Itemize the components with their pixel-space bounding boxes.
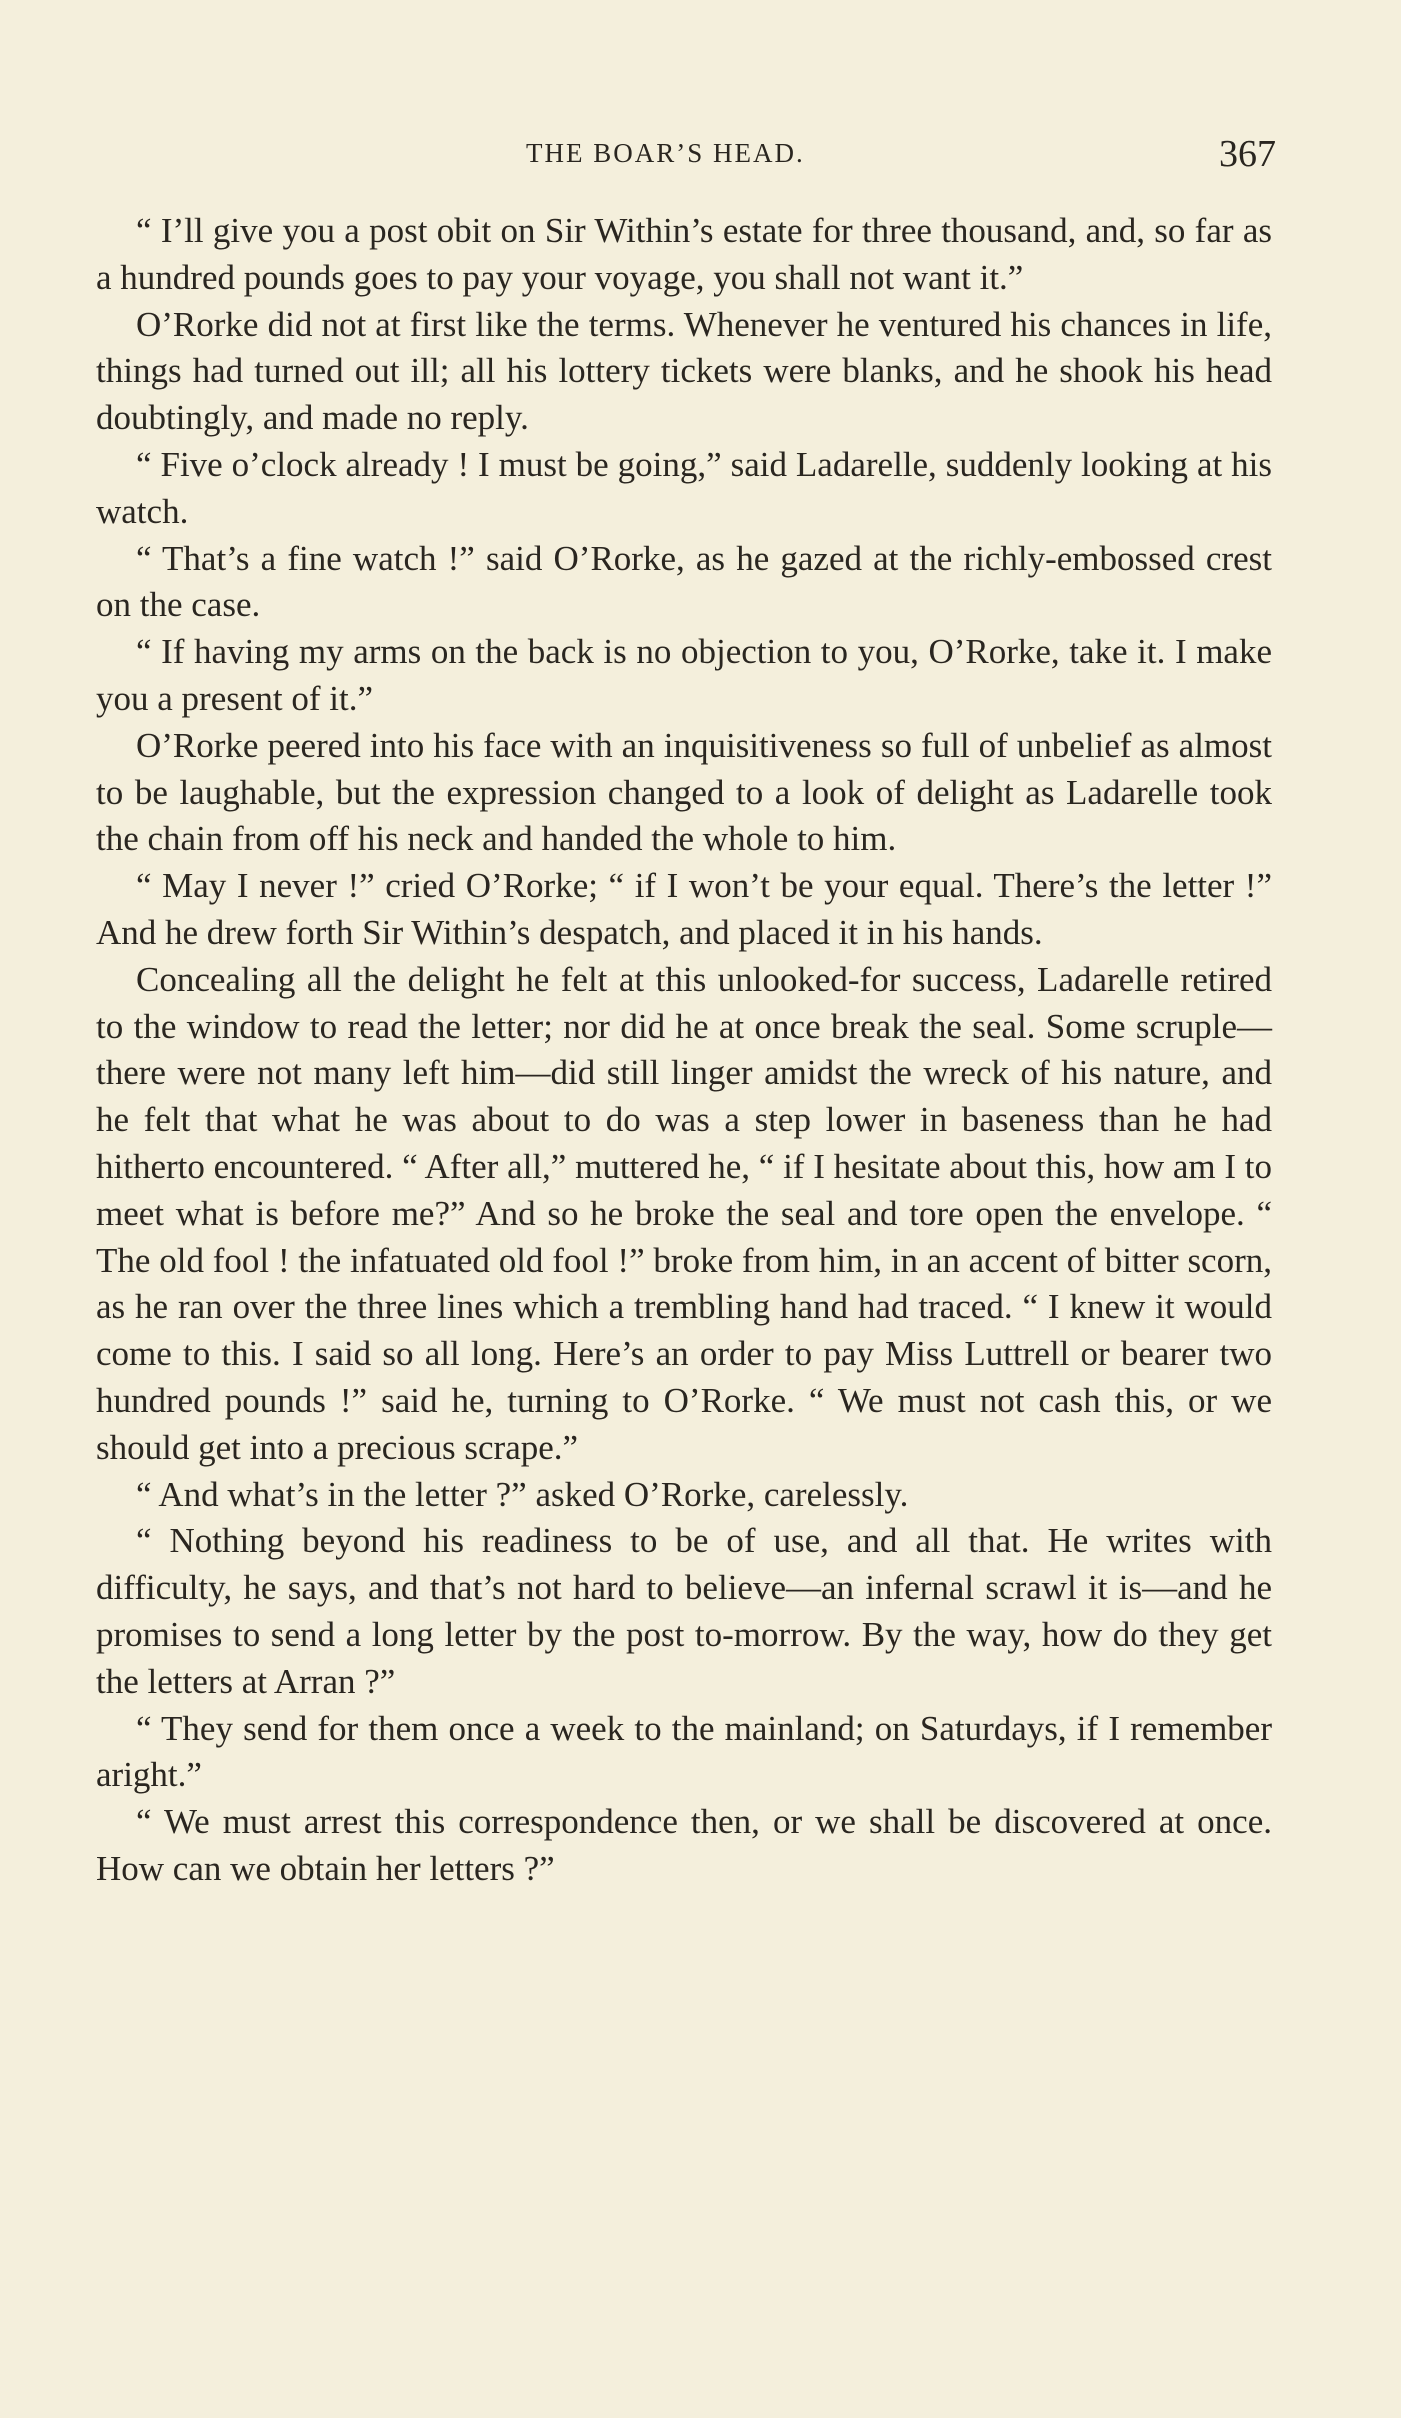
paragraph: “ If having my arms on the back is no objection to you, O’Rorke, take it. I make you a present of it.” [96, 632, 1272, 718]
page-number: 367 [1219, 133, 1276, 175]
running-head-title: THE BOAR’S HEAD. [526, 138, 805, 168]
paragraph: “ I’ll give you a post obit on Sir Within’s estate for three thousand, and, so far as a hundred pounds goes to pay your voyage, you shall not want it.” [96, 211, 1272, 297]
paragraph: “ May I never !” cried O’Rorke; “ if I won’t be your equal. There’s the letter !” And he drew forth Sir Within’s despatch, and placed it in his hands. [96, 866, 1272, 952]
paragraph: “ That’s a fine watch !” said O’Rorke, as he gazed at the richly-embossed crest on the case. [96, 538, 1272, 625]
paragraph: “ And what’s in the letter ?” asked O’Rorke, carelessly. [136, 1474, 909, 1514]
paragraph: “ They send for them once a week to the mainland; on Saturdays, if I remember aright.” [96, 1708, 1272, 1795]
paragraph: O’Rorke did not at first like the terms. Whenever he ventured his chances in life, things had turned out ill; all his lottery tickets were blanks, and he shook his head doubtingly, and made no reply. [96, 304, 1272, 438]
paragraph: O’Rorke peered into his face with an inquisitiveness so full of unbelief as almost to be laughable, but the expression changed to a look of delight as Ladarelle took the chain from off his neck and handed the whole to him. [96, 725, 1272, 859]
paragraph: “ Five o’clock already ! I must be going,” said Ladarelle, suddenly looking at his watch. [96, 444, 1272, 531]
body-text [96, 208, 1272, 1893]
paragraph: Concealing all the delight he felt at this unlooked-for success, Ladarelle retired to the window to read the letter; nor did he at once break the seal. Some scruple—there were not many left him—did still linger amidst the wreck of his nature, and he felt that what he was about to do was a step lower in baseness than he had hitherto encountered. “ After all,” muttered he, “ if I hesitate about this, how am I to meet what is before me?” And so he broke the seal and tore open the envelope. “ The old fool ! the infatuated old fool !” broke from him, in an accent of bitter scorn, as he ran over the three lines which a trembling hand had traced. “ I knew it would come to this. I said so all long. Here’s an order to pay Miss Luttrell or bearer two hundred pounds !” said he, turning to O’Rorke. “ We must not cash this, or we should get into a precious scrape.” [96, 959, 1272, 1467]
paragraph: “ Nothing beyond his readiness to be of use, and all that. He writes with difficulty, he says, and that’s not hard to believe—an infernal scrawl it is—and he promises to send a long letter by the post to-morrow. By the way, how do they get the letters at Arran ?” [96, 1521, 1272, 1701]
paragraph: “ We must arrest this correspondence then, or we shall be discovered at once. How can we obtain her letters ?” [96, 1802, 1272, 1888]
running-head [96, 132, 1276, 192]
